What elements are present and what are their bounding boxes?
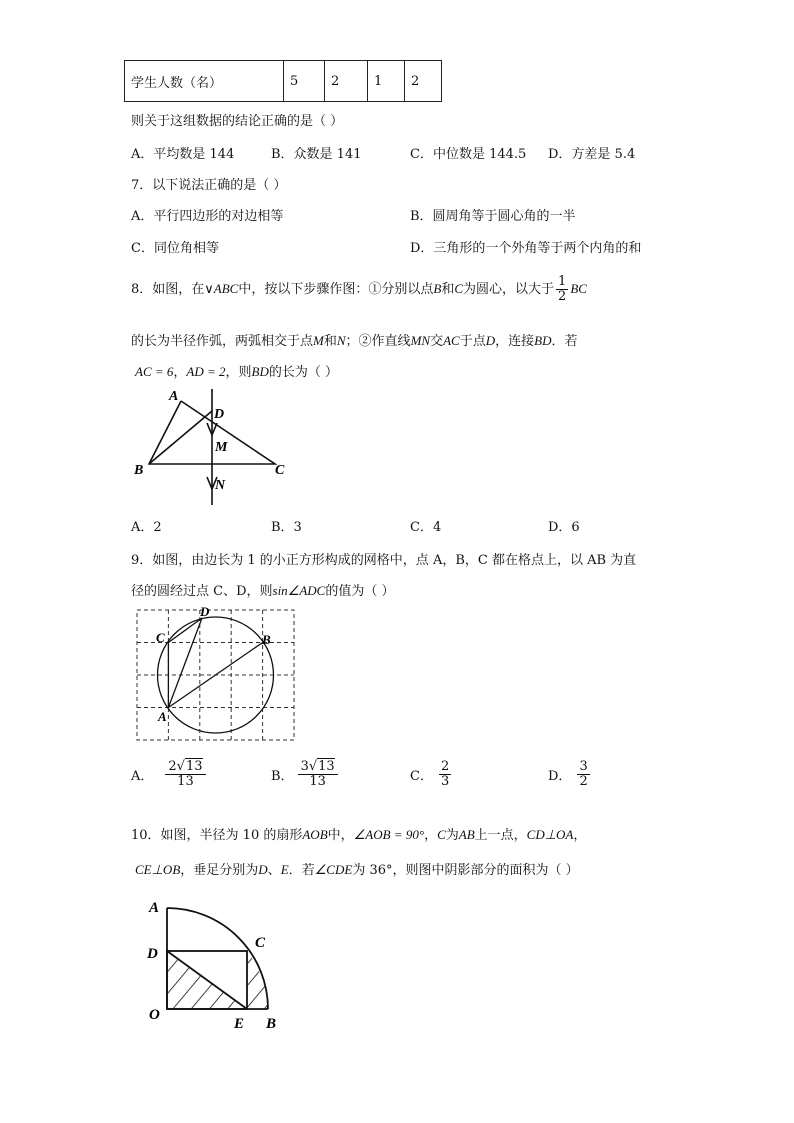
label-a: A — [158, 709, 167, 724]
q9-line1: 9．如图，由边长为 1 的小正方形构成的网格中，点 A，B，C 都在格点上，以 AB 为直 — [131, 553, 637, 568]
table-cell: 1 — [368, 61, 405, 102]
table-cell: 5 — [284, 61, 325, 102]
q9-option-c[interactable]: C． $\frac{2}{3}$ — [410, 759, 450, 789]
q10-figure — [140, 895, 290, 1035]
q6-stem: 则关于这组数据的结论正确的是（ ） — [131, 114, 344, 129]
table-header-cell: 学生人数（名） — [125, 61, 284, 102]
q9-figure — [130, 600, 302, 746]
q8-line1: 8．如图，在∨ABC中，按以下步骤作图：①分别以点B和C为圆心，以大于 $\frac{1}{2}$ BC — [131, 274, 587, 304]
q7-option-a[interactable]: A．平行四边形的对边相等 — [131, 209, 284, 224]
label-m: M — [215, 440, 228, 455]
label-b: B — [262, 632, 271, 647]
table-row — [125, 61, 442, 102]
q9-option-a[interactable]: A． $\frac{2√13}{13}$ — [131, 760, 208, 788]
label-o: O — [149, 1007, 160, 1023]
q9-option-d[interactable]: D． $\frac{3}{2}$ — [548, 759, 588, 789]
q6-option-a[interactable]: A．平均数是 144 — [131, 147, 235, 162]
segment-bd — [149, 411, 212, 464]
q6-option-d[interactable]: D．方差是 5.4 — [548, 147, 636, 162]
q9-line2: 径的圆经过点 C、D，则sin∠ADC的值为（ ） — [131, 583, 395, 599]
q8-option-d[interactable]: D．6 — [548, 520, 580, 535]
shaded-region-cb — [247, 951, 268, 1009]
label-n: N — [215, 478, 226, 493]
q7-option-c[interactable]: C．同位角相等 — [131, 241, 219, 256]
table-cell: 2 — [405, 61, 442, 102]
q8-line3: AC = 6，AD = 2，则BD的长为（ ） — [135, 364, 339, 380]
q8-option-c[interactable]: C．4 — [410, 520, 442, 535]
label-d: D — [200, 604, 210, 619]
segment-ad — [168, 618, 202, 708]
label-e: E — [234, 1016, 245, 1032]
table-cell: 2 — [325, 61, 368, 102]
q7-stem: 7．以下说法正确的是（ ） — [131, 178, 287, 193]
label-c: C — [255, 935, 266, 951]
q6-option-c[interactable]: C．中位数是 144.5 — [410, 147, 527, 162]
q8-line2: 的长为半径作弧，两弧相交于点M和N；②作直线MN交AC于点D，连接BD．若 — [131, 333, 578, 349]
q10-line1: 10．如图，半径为 10 的扇形AOB中，∠AOB = 90°，C为AB上一点，CD⊥OA， — [131, 827, 587, 843]
label-c: C — [275, 463, 285, 478]
q8-figure — [125, 385, 305, 510]
label-a: A — [149, 900, 160, 916]
q9-option-b[interactable]: B． $\frac{3√13}{13}$ — [271, 760, 340, 788]
label-b: B — [134, 463, 144, 478]
label-a: A — [169, 389, 179, 404]
label-d: D — [147, 946, 158, 962]
student-count-table — [124, 60, 442, 102]
q7-option-b[interactable]: B．圆周角等于圆心角的一半 — [410, 209, 576, 224]
q7-option-d[interactable]: D．三角形的一个外角等于两个内角的和 — [410, 241, 642, 256]
fraction-half: $\frac{1}{2}$ — [558, 274, 567, 304]
label-d: D — [214, 407, 225, 422]
q8-option-a[interactable]: A．2 — [131, 520, 162, 535]
q6-option-b[interactable]: B．众数是 141 — [271, 147, 362, 162]
label-b: B — [266, 1016, 277, 1032]
q10-line2: CE⊥OB，垂足分别为D、E．若∠CDE为 36°，则图中阴影部分的面积为（ ） — [135, 862, 579, 878]
q8-option-b[interactable]: B．3 — [271, 520, 302, 535]
label-c: C — [156, 630, 165, 645]
